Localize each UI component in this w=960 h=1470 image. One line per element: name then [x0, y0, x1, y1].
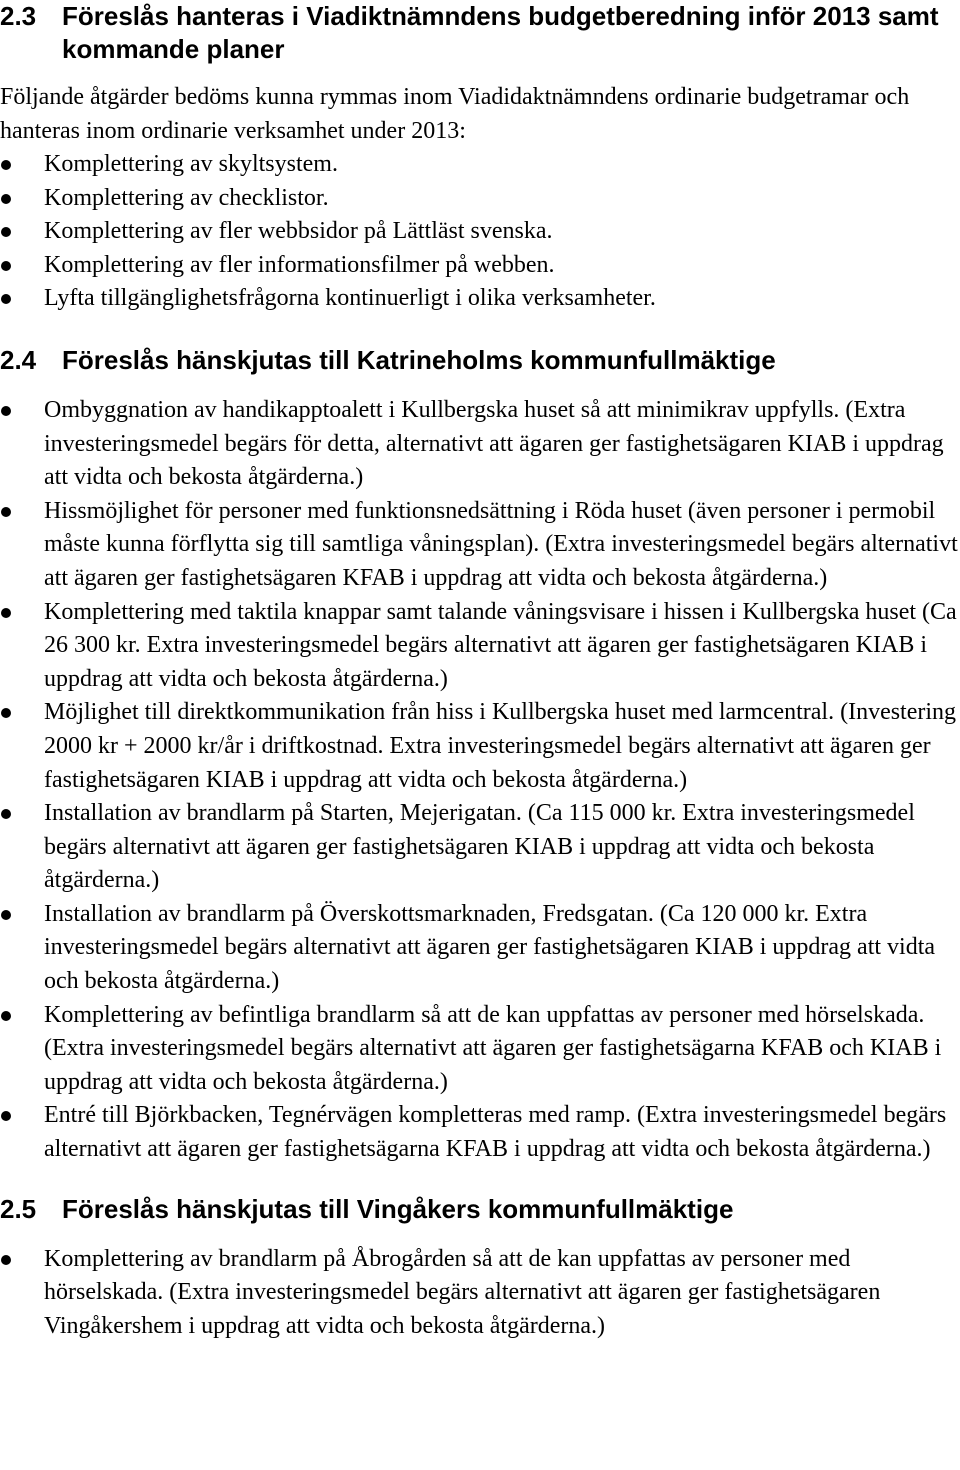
section-heading-2-5 — [0, 1193, 960, 1226]
list-item-text: Ombyggnation av handikapptoalett i Kullbergska huset så att minimikrav uppfylls. (Extra investeringsmedel begärs för detta, alternativt att ägaren ger fastighetsägaren KIAB i uppdrag att vidta och bekosta åtgärderna.) — [44, 396, 944, 491]
list-item-text: Komplettering med taktila knappar samt talande våningsvisare i hissen i Kullbergska huset (Ca 26 300 kr. Extra investeringsmedel begärs alternativt att ägaren ger fastighetsägaren KIAB i uppdrag att vidta och bekosta åtgärderna.) — [44, 598, 957, 692]
list-item — [0, 999, 960, 1100]
section-number: 2.3 — [0, 1, 37, 31]
list-item — [0, 596, 960, 697]
list-item-text: Komplettering av checklistor. — [44, 184, 329, 211]
section-number: 2.5 — [0, 1193, 37, 1224]
bullet-icon — [1, 1011, 11, 1021]
section-heading-2-3 — [0, 0, 960, 66]
bullet-icon — [1, 608, 11, 618]
list-item-text: Komplettering av fler webbsidor på Lättläst svenska. — [44, 218, 553, 245]
bullet-icon — [1, 294, 11, 304]
section-number: 2.4 — [0, 344, 37, 375]
list-item-text: Möjlighet till direktkommunikation från hiss i Kullbergska huset med larmcentral. (Investering 2000 kr + 2000 kr/år i driftkostnad. Extra investeringsmedel begärs alternativt att ägaren ger fastighetsägaren KIAB i uppdrag att vidta och bekosta åtgärderna.) — [44, 699, 957, 793]
bullet-icon — [1, 1111, 11, 1121]
bullet-icon — [1, 507, 11, 517]
list-item — [0, 215, 960, 249]
bullet-icon — [1, 194, 11, 204]
list-item — [0, 282, 960, 316]
bullet-icon — [1, 910, 11, 920]
section-title: Föreslås hänskjutas till Vingåkers kommunfullmäktige — [62, 1193, 734, 1224]
list-item-text: Komplettering av brandlarm på Åbrogården så att de kan uppfattas av personer med hörselskada. (Extra investeringsmedel begärs alternativt att ägaren ger fastighetsägaren Vingåkershem i uppdrag att vidta och bekosta åtgärderna.) — [44, 1245, 881, 1339]
list-item-text: Komplettering av fler informationsfilmer på webben. — [44, 251, 555, 278]
list-item — [0, 394, 960, 495]
list-item-text: Lyfta tillgänglighetsfrågorna kontinuerligt i olika verksamheter. — [44, 285, 656, 312]
bullet-icon — [1, 809, 11, 819]
list-item-text: Komplettering av skyltsystem. — [44, 151, 338, 177]
bullet-icon — [1, 227, 11, 237]
bullet-icon — [1, 1255, 11, 1265]
bullet-icon — [1, 160, 11, 170]
list-item-text: Komplettering av befintliga brandlarm så att de kan uppfattas av personer med hörselskada. (Extra investeringsmedel begärs alternativt att ägaren ger fastighetsägarna KFAB och KIAB i uppdrag att vidta och bekosta åtgärderna.) — [44, 1001, 942, 1095]
list-item-text: Installation av brandlarm på Överskottsmarknaden, Fredsgatan. (Ca 120 000 kr. Extra investeringsmedel begärs alternativt att ägaren ger fastighetsägaren KIAB i uppdrag att vidta och bekosta åtgärderna.) — [44, 900, 936, 995]
list-item-text: Installation av brandlarm på Starten, Mejerigatan. (Ca 115 000 kr. Extra investeringsmedel begärs alternativt att ägaren ger fastighetsägaren KIAB i uppdrag att vidta och bekosta åtgärderna.) — [44, 800, 915, 894]
list-item — [0, 1099, 960, 1166]
list-item-text: Hissmöjlighet för personer med funktionsnedsättning i Röda huset (även personer i permobil måste kunna förflytta sig till samtliga våningsplan). (Extra investeringsmedel begärs alternativt att ägaren ger fastighetsägaren KFAB i uppdrag att vidta och bekosta åtgärderna.) — [44, 497, 958, 591]
list-item — [0, 148, 960, 182]
bullet-icon — [1, 406, 11, 416]
section-intro: Följande åtgärder bedöms kunna rymmas inom Viadidaktnämndens ordinarie budgetramar och hanteras inom ordinarie verksamhet under 2013: — [0, 84, 910, 144]
section-heading-2-4 — [0, 344, 960, 377]
list-item — [0, 1243, 960, 1344]
list-item — [0, 249, 960, 283]
bullet-list-2-5 — [0, 1243, 960, 1344]
section-title: Föreslås hanteras i Viadiktnämndens budgetberedning inför 2013 samt kommande planer — [62, 1, 939, 64]
section-title: Föreslås hänskjutas till Katrineholms kommunfullmäktige — [62, 344, 776, 375]
list-item — [0, 797, 960, 898]
bullet-icon — [1, 261, 11, 271]
list-item — [0, 182, 960, 216]
bullet-icon — [1, 708, 11, 718]
list-item-text: Entré till Björkbacken, Tegnérvägen kompletteras med ramp. (Extra investeringsmedel begärs alternativt att ägaren ger fastighetsägarna KFAB i uppdrag att vidta och bekosta åtgärderna.) — [44, 1102, 947, 1163]
list-item — [0, 898, 960, 999]
bullet-list-2-4 — [0, 394, 960, 1167]
list-item — [0, 495, 960, 596]
list-item — [0, 696, 960, 797]
bullet-list-2-3 — [0, 148, 960, 316]
